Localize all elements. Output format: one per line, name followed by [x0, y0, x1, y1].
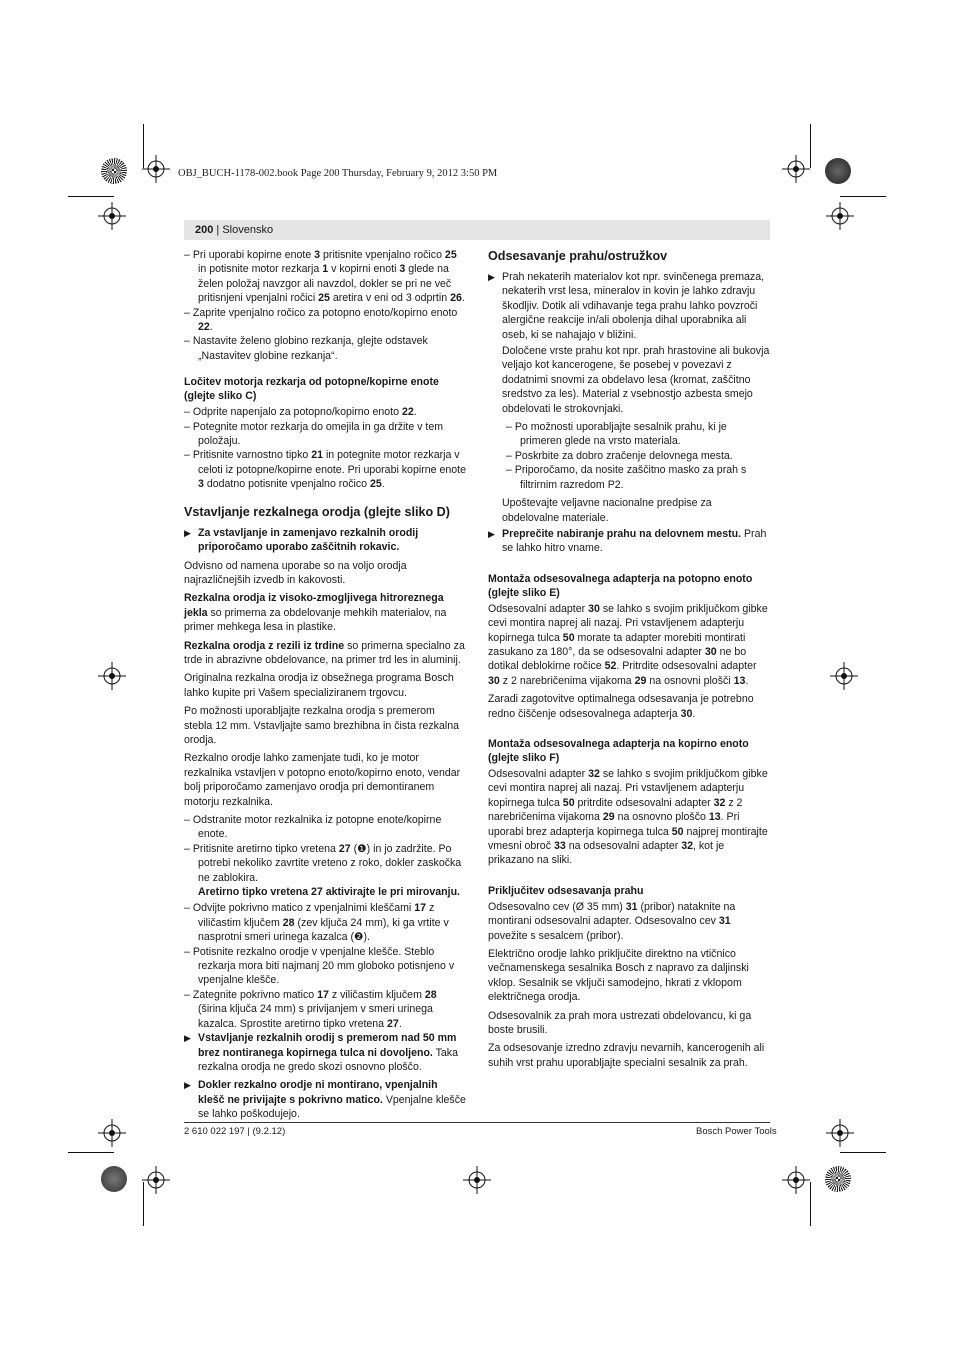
registration-mark-icon — [142, 155, 170, 183]
crop-mark — [840, 196, 886, 197]
paragraph: Odsesovalno cev (Ø 35 mm) 31 (pribor) nataknite na montirani odsesovalni adapter. Odsesovalno cev 31 povežite s sesalcem (pribor). — [488, 900, 736, 942]
list-item: – Poskrbite za dobro zračenje delovnega mesta. — [506, 449, 733, 462]
triangle-bullet-icon: ▶ — [488, 528, 495, 539]
page-header: 200 | Slovensko — [195, 224, 274, 236]
section-heading: Ločitev motorja rezkarja od potopne/kopirne enote (glejte sliko C) — [184, 376, 439, 403]
footer-doc-number: 2 610 022 197 | (9.2.12) — [184, 1126, 286, 1137]
crop-mark — [840, 1152, 886, 1153]
warning-item: ▶ Za vstavljanje in zamenjavo rezkalnih orodij priporočamo uporabo zaščitnih rokavic. — [184, 526, 419, 554]
list-item: – Odprite napenjalo za potopno/kopirno enoto 22. — [184, 406, 417, 419]
paragraph: Določene vrste prahu kot npr. prah hrastovine ali bukovja veljajo kot kancerogene, še posebej v povezavi z dodatnimi snovmi za obdelavo lesa (kromat, zaščitno sredstvo za les). Material z vsebnostjo azbesta smejo obdelovati le strokovnjaki. — [502, 345, 770, 415]
footer-divider — [184, 1122, 770, 1123]
list-item: – Pri uporabi kopirne enote 3 pritisnite vpenjalno ročico 25 in potisnite motor rezkarja 1 v kopirni enoti 3 glede na želen položaj navzgor ali navzdol, dokler se pri ne več pritisnjeni vpenjalni ročici 25 aretira v eni od 3 odprtin 26. — [184, 249, 465, 305]
list-item: – Zategnite pokrivno matico 17 z viličastim ključem 28 (širina ključa 24 mm) s privijanjem v smeri urinega kazalca. Sprostite aretirno tipko vretena 27. — [184, 988, 437, 1030]
calibration-disc-icon — [825, 158, 851, 184]
triangle-bullet-icon: ▶ — [184, 1033, 191, 1044]
paragraph: Originalna rezkalna orodja iz obsežnega programa Bosch lahko kupite pri Vašem specializiranem trgovcu. — [184, 672, 454, 699]
paragraph: Odsesovalni adapter 32 se lahko s svojim priključkom gibke cevi montira naprej ali nazaj. Pri vstavljenem adapterju kopirnega tulca 50 pritrdite odsesovalni adapter 32 z 2 narebričenima vijakoma 29 na osnovno ploščo 13. Pri uporabi brez adapterja kopirnega tulca 50 najprej montirajte vmesni obroč 33 na odsesovalni adapter 32, kot je prikazano na sliki. — [488, 767, 768, 867]
list-item: – Zaprite vpenjalno ročico za potopno enoto/kopirno enoto 22. — [184, 306, 458, 334]
paragraph: Po možnosti uporabljajte rezkalna orodja s premerom stebla 12 mm. Vstavljajte samo brezhibna in čista rezkalna orodja. — [184, 705, 459, 746]
note: Aretirno tipko vretena 27 aktivirajte le pri mirovanju. — [198, 886, 460, 899]
section-heading: Priključitev odsesavanja prahu — [488, 884, 644, 897]
registration-mark-icon — [98, 202, 126, 230]
registration-mark-icon — [830, 662, 858, 690]
list-item: – Pritisnite aretirno tipko vretena 27 (❶) in jo zadržite. Po potrebi nekoliko zavrtite vreteno z roko, dokler zaskočka ne zablokira. — [184, 842, 462, 884]
left-column — [184, 248, 466, 1126]
right-column — [488, 248, 770, 1074]
list-item: – Odvijte pokrivno matico z vpenjalnimi kleščami 17 z viličastim ključem 28 (zev ključa 24 mm), ki ga vrtite v nasprotni smeri urinega kazalca (❷). — [184, 902, 449, 944]
paragraph: Rezkalna orodja z rezili iz trdine so primerna specialno za trde in abrazivne obdelovance, na primer trd les in aluminij. — [184, 639, 465, 666]
paragraph: Za odsesovanje izredno zdravju nevarnih, kancerogenih ali suhih vrst prahu uporabljajte specialni sesalnik za prah. — [488, 1042, 765, 1069]
warning-item: ▶ Vstavljanje rezkalnih orodij s premerom nad 50 mm brez nontiranega kopirnega tulca ni dovoljeno. Taka rezkalna orodja ne gredo skozi osnovno ploščo. — [184, 1032, 458, 1073]
triangle-bullet-icon: ▶ — [184, 1080, 191, 1091]
section-heading: Montaža odsesovalnega adapterja na kopirno enoto (glejte sliko F) — [488, 737, 749, 764]
paragraph: Zaradi zagotovitve optimalnega odsesavanja je potrebno redno čiščenje odsesovalnega adapterja 30. — [488, 693, 754, 720]
crop-mark — [68, 196, 114, 197]
calibration-disc-icon — [101, 158, 127, 184]
paragraph: Odsesovalnik za prah mora ustrezati obdelovancu, ki ga boste brusili. — [488, 1009, 752, 1037]
crop-mark — [810, 1182, 811, 1226]
paragraph: Odsesovalni adapter 30 se lahko s svojim priključkom gibke cevi montira naprej ali nazaj. Pri vstavljenem adapterju kopirnega tulca 50 morate ta adapter morebiti montirati zasukano za 180°, da se odsesovalni adapter 30 ne bo dotikal deblokirne ročice 52. Pritrdite odsesovalni adapter 30 z 2 narebričenima vijakoma 29 na osnovni plošči 13. — [488, 602, 768, 687]
list-item: – Pritisnite varnostno tipko 21 in potegnite motor rezkarja v celoti iz potopne/kopirne enote. Pri uporabi kopirne enote 3 dodatno potisnite vpenjalno ročico 25. — [184, 449, 466, 491]
paragraph: Upoštevajte veljavne nacionalne predpise za obdelovalne materiale. — [502, 497, 712, 524]
list-item: – Po možnosti uporabljajte sesalnik prahu, ki je primeren glede na vrsto materiala. — [506, 421, 727, 448]
list-item: – Priporočamo, da nosite zaščitno masko za prah s filtrirnim razredom P2. — [506, 464, 747, 491]
list-item: – Potisnite rezkalno orodje v vpenjalne klešče. Steblo rezkarja mora biti najmanj 20 mm globoko potisnjeno v vpenjalne klešče. — [184, 945, 455, 987]
list-item: – Potegnite motor rezkarja do omejila in ga držite v tem položaju. — [184, 420, 444, 448]
section-name: Slovensko — [222, 224, 274, 236]
section-heading: Odsesavanje prahu/ostružkov — [488, 249, 668, 263]
triangle-bullet-icon: ▶ — [488, 272, 495, 282]
registration-mark-icon — [98, 1119, 126, 1147]
list-item: – Odstranite motor rezkalnika iz potopne enote/kopirne enote. — [184, 814, 442, 841]
print-info: OBJ_BUCH-1178-002.book Page 200 Thursday, February 9, 2012 3:50 PM — [178, 168, 498, 179]
paragraph: Odvisno od namena uporabe so na voljo orodja najrazličnejših izvedb in kakovosti. — [184, 559, 407, 586]
registration-mark-icon — [463, 1166, 491, 1194]
warning-item: ▶ Dokler rezkalno orodje ni montirano, vpenjalnih klešč ne privijajte s pokrivno matico. Vpenjalne klešče se lahko poškodujejo. — [184, 1079, 466, 1121]
registration-mark-icon — [142, 1166, 170, 1194]
crop-mark — [810, 124, 811, 168]
triangle-bullet-icon: ▶ — [184, 527, 191, 538]
warning-item: ▶ Preprečite nabiranje prahu na delovnem mestu. Prah se lahko hitro vname. — [488, 527, 767, 555]
page-number: 200 — [195, 224, 214, 236]
paragraph: Rezkalno orodje lahko zamenjate tudi, ko je motor rezkalnika vstavljen v potopno enoto/kopirno enoto, vendar bolj priporočamo zamenjavo orodja pri demontiranem motorju rezkalnika. — [184, 752, 461, 808]
registration-mark-icon — [782, 1166, 810, 1194]
crop-mark — [68, 1152, 114, 1153]
registration-mark-icon — [826, 1119, 854, 1147]
section-heading: Vstavljanje rezkalnega orodja (glejte sliko D) — [184, 504, 450, 519]
section-heading: Montaža odsesovalnega adapterja na potopno enoto (glejte sliko E) — [488, 572, 753, 599]
paragraph: Rezkalna orodja iz visoko-zmogljivega hitroreznega jekla so primerna za obdelovanje mehkih materialov, na primer mehkega lesa in plastike. — [184, 592, 447, 634]
footer-brand: Bosch Power Tools — [696, 1126, 777, 1137]
warning-item: ▶ Prah nekaterih materialov kot npr. svinčenega premaza, nekaterih vrst lesa, mineralov in kovin je lahko zdravju škodljiv. Dotik ali vdihavanje tega prahu lahko povzroči alergične reakcije in/ali obolenja dihal uporabnika ali oseb, ki se nahajajo v bližini. — [488, 271, 765, 341]
registration-mark-icon — [98, 662, 126, 690]
registration-mark-icon — [826, 202, 854, 230]
list-item: – Nastavite želeno globino rezkanja, glejte odstavek „Nastavitev globine rezkanja“. — [184, 335, 428, 362]
calibration-disc-icon — [825, 1166, 851, 1192]
paragraph: Električno orodje lahko priključite direktno na vtičnico večnamenskega sesalnika Bosch z napravo za daljinski vklop. Sesalnik se vključi samodejno, hkrati z vklopom električnega orodja. — [488, 948, 749, 1004]
registration-mark-icon — [782, 155, 810, 183]
calibration-disc-icon — [101, 1166, 127, 1192]
